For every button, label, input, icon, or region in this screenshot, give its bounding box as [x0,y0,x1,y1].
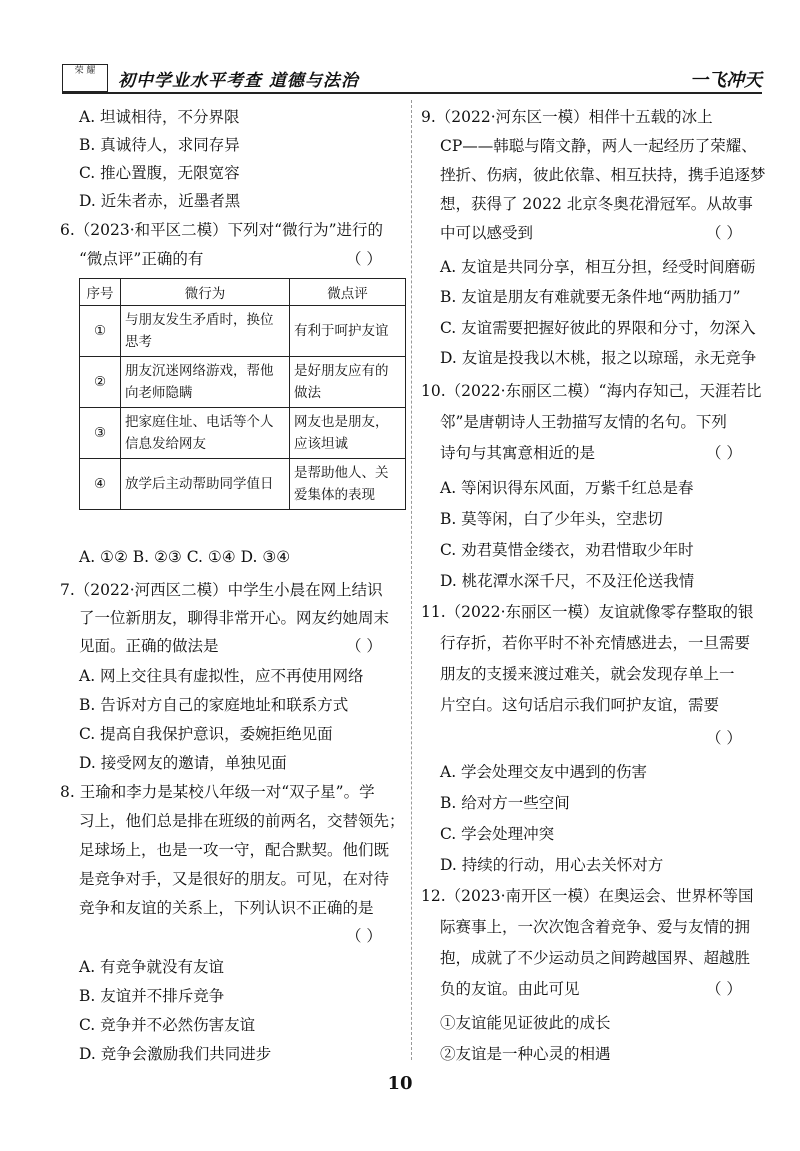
row-comment: 是好朋友应有的做法 [290,357,406,408]
table-header-behavior: 微行为 [121,279,290,306]
row-behavior: 放学后主动帮助同学值日 [121,459,290,510]
row-behavior: 朋友沉迷网络游戏，帮他向老师隐瞒 [121,357,290,408]
q11-stem-line4: 片空白。这句话启示我们呵护友谊，需要 [440,696,720,714]
q11-option-c: C. 学会处理冲突 [440,825,555,843]
q9-stem-line1: 9.（2022·河东区一模）相伴十五载的冰上 [421,108,713,126]
q12-answer-paren: （ ） [706,980,742,998]
row-behavior: 把家庭住址、电话等个人信息发给网友 [121,408,290,459]
q8-stem-line1: 8. 王瑜和李力是某校八年级一对“双子星”。学 [60,783,375,801]
q12-stem-line4: 负的友谊。由此可见 [440,980,580,998]
row-behavior: 与朋友发生矛盾时，换位思考 [121,306,290,357]
series-logo: 荣 耀 [62,64,108,92]
q10-option-b: B. 莫等闲，白了少年头，空悲切 [440,510,663,528]
q6-stem-line1: 6.（2023·和平区二模）下列对“微行为”进行的 [60,221,384,239]
q8-stem-line2: 习上，他们总是排在班级的前两名，交替领先； [79,812,405,830]
row-no: ② [80,357,121,408]
q5-option-c: C. 推心置腹，无限宽容 [79,164,240,182]
q10-option-d: D. 桃花潭水深千尺，不及汪伦送我情 [440,572,695,590]
q11-stem-line3: 朋友的支援来渡过难关，就会发现存单上一 [440,665,735,683]
q9-stem-line2: CP——韩聪与隋文静，两人一起经历了荣耀、 [440,137,757,155]
q11-option-d: D. 持续的行动，用心去关怀对方 [440,856,664,874]
row-no: ① [80,306,121,357]
q7-option-c: C. 提高自我保护意识，委婉拒绝见面 [79,725,333,743]
q9-stem-line5: 中可以感受到 [440,224,534,242]
q9-answer-paren: （ ） [706,224,742,242]
q12-stem-line2: 际赛事上，一次次饱含着竞争、爱与友情的拥 [440,918,751,936]
q7-option-d: D. 接受网友的邀请，单独见面 [79,754,287,772]
q8-answer-paren: （ ） [346,927,382,945]
q9-option-a: A. 友谊是共同分享，相互分担，经受时间磨砺 [440,258,756,276]
q8-option-b: B. 友谊并不排斥竞争 [79,987,225,1005]
q9-option-d: D. 友谊是投我以木桃，报之以琼瑶，永无竞争 [440,349,757,367]
q7-stem-line3: 见面。正确的做法是 [79,637,219,655]
q12-item-1: ①友谊能见证彼此的成长 [440,1014,611,1032]
q10-option-c: C. 劝君莫惜金缕衣，劝君惜取少年时 [440,541,694,559]
q10-option-a: A. 等闲识得东风面，万紫千红总是春 [440,479,694,497]
q11-option-b: B. 给对方一些空间 [440,794,570,812]
brand-name: 一飞冲天 [690,70,762,91]
q8-option-d: D. 竞争会激励我们共同进步 [79,1045,272,1063]
q12-stem-line3: 抱，成就了不少运动员之间跨越国界、超越胜 [440,949,751,967]
q5-option-a: A. 坦诚相待，不分界限 [79,108,240,126]
q10-answer-paren: （ ） [706,444,742,462]
q8-stem-line4: 是竞争对手，又是很好的朋友。可见，在对待 [79,870,390,888]
q11-stem-line1: 11.（2022·东丽区一模）友谊就像零存整取的银 [421,603,754,621]
q9-stem-line4: 想，获得了 2022 北京冬奥花滑冠军。从故事 [440,195,753,213]
q8-option-a: A. 有竞争就没有友谊 [79,958,225,976]
q10-stem-line1: 10.（2022·东丽区二模）“海内存知己，天涯若比 [421,382,762,400]
q9-option-c: C. 友谊需要把握好彼此的界限和分寸，勿深入 [440,319,756,337]
q7-option-a: A. 网上交往具有虚拟性，应不再使用网络 [79,667,364,685]
row-no: ③ [80,408,121,459]
q6-stem-line2: “微点评”正确的有 [79,250,204,268]
book-title: 初中学业水平考查 道德与法治 [118,71,359,91]
row-comment: 网友也是朋友，应该坦诚 [290,408,406,459]
q10-stem-line2: 邻”是唐朝诗人王勃描写友情的名句。下列 [440,413,727,431]
q11-option-a: A. 学会处理交友中遇到的伤害 [440,763,648,781]
row-comment: 有利于呵护友谊 [290,306,406,357]
q8-stem-line5: 竞争和友谊的关系上，下列认识不正确的是 [79,899,374,917]
q11-stem-line2: 行存折，若你平时不补充情感进去，一旦需要 [440,634,751,652]
q7-stem-line1: 7.（2022·河西区二模）中学生小晨在网上结识 [60,581,383,599]
q12-item-2: ②友谊是一种心灵的相遇 [440,1045,611,1063]
page-number: 10 [387,1073,413,1094]
q9-stem-line3: 挫折、伤病，彼此依靠、相互扶持，携手追逐梦 [440,166,766,184]
q5-option-b: B. 真诚待人，求同存异 [79,136,240,154]
table-header-comment: 微点评 [290,279,406,306]
q7-stem-line2: 了一位新朋友，聊得非常开心。网友约她周末 [79,609,390,627]
q8-stem-line3: 足球场上，也是一攻一守，配合默契。他们既 [79,841,390,859]
q9-option-b: B. 友谊是朋友有难就要无条件地“两肋插刀” [440,288,741,306]
q5-option-d: D. 近朱者赤，近墨者黑 [79,192,241,210]
q10-stem-line3: 诗句与其寓意相近的是 [440,444,596,462]
table-header-no: 序号 [80,279,121,306]
q7-answer-paren: （ ） [346,637,382,655]
q8-option-c: C. 竞争并不必然伤害友谊 [79,1016,256,1034]
row-no: ④ [80,459,121,510]
row-comment: 是帮助他人、关爱集体的表现 [290,459,406,510]
q7-option-b: B. 告诉对方自己的家庭地址和联系方式 [79,696,349,714]
q11-answer-paren: （ ） [706,729,742,747]
q6-options: A. ①② B. ②③ C. ①④ D. ③④ [79,548,291,566]
q12-stem-line1: 12.（2023·南开区一模）在奥运会、世界杯等国 [421,887,754,905]
q6-answer-paren: （ ） [346,250,382,268]
